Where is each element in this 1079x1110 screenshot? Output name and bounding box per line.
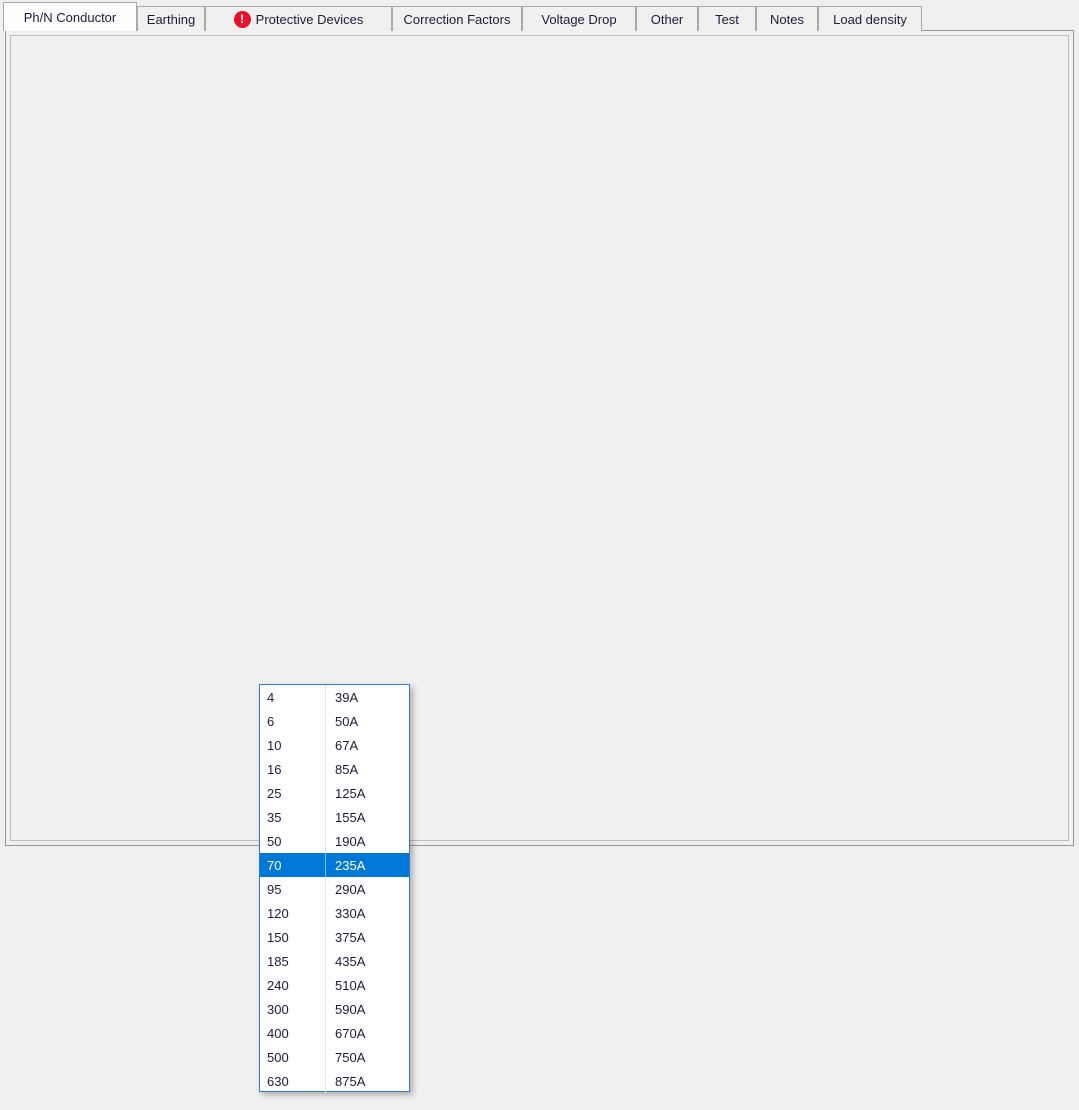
tab-protective-devices[interactable] xyxy=(205,6,392,31)
csa-option: 35 xyxy=(260,805,326,829)
list-item[interactable] xyxy=(260,1045,409,1069)
tab-correction-factors[interactable] xyxy=(392,6,522,31)
csa-option: 6 xyxy=(260,709,326,733)
csa-option: 630 xyxy=(260,1069,326,1093)
tab-phn-conductor[interactable] xyxy=(3,2,137,31)
tab-label: Earthing xyxy=(146,11,196,27)
tab-label: Correction Factors xyxy=(403,11,511,27)
list-item[interactable] xyxy=(260,949,409,973)
list-item-selected[interactable] xyxy=(260,853,409,877)
rating-option: 590A xyxy=(335,1001,366,1017)
csa-option: 300 xyxy=(260,997,326,1021)
rating-option: 330A xyxy=(335,905,366,921)
rating-option: 50A xyxy=(335,713,359,729)
csa-option: 10 xyxy=(260,733,326,757)
list-item[interactable] xyxy=(260,757,409,781)
csa-option: 150 xyxy=(260,925,326,949)
list-item[interactable] xyxy=(260,733,409,757)
list-item[interactable] xyxy=(260,709,409,733)
csa-option: 185 xyxy=(260,949,326,973)
list-item[interactable] xyxy=(260,805,409,829)
csa-option: 240 xyxy=(260,973,326,997)
tab-test[interactable] xyxy=(698,6,756,31)
list-item[interactable] xyxy=(260,1069,409,1093)
rating-option: 85A xyxy=(335,761,359,777)
alert-icon: ! xyxy=(234,11,251,28)
tab-label: Test xyxy=(715,11,739,27)
tab-label: Ph/N Conductor xyxy=(23,9,117,25)
list-item[interactable] xyxy=(260,901,409,925)
rating-option: 510A xyxy=(335,977,366,993)
rating-option: 235A xyxy=(335,857,366,873)
rating-option: 670A xyxy=(335,1025,366,1041)
csa-option: 120 xyxy=(260,901,326,925)
list-item[interactable] xyxy=(260,877,409,901)
tab-label: Notes xyxy=(770,11,804,27)
tab-other[interactable] xyxy=(636,6,698,31)
csa-option: 70 xyxy=(260,853,326,877)
csa-option: 500 xyxy=(260,1045,326,1069)
list-item[interactable] xyxy=(260,685,409,709)
csa-option: 16 xyxy=(260,757,326,781)
tab-voltage-drop[interactable] xyxy=(522,6,636,31)
csa-option: 400 xyxy=(260,1021,326,1045)
rating-option: 39A xyxy=(335,689,359,705)
tab-label: Protective Devices xyxy=(255,11,364,27)
rating-option: 290A xyxy=(335,881,366,897)
csa-option: 95 xyxy=(260,877,326,901)
rating-option: 67A xyxy=(335,737,359,753)
tab-notes[interactable] xyxy=(756,6,818,31)
list-item[interactable] xyxy=(260,997,409,1021)
list-item[interactable] xyxy=(260,973,409,997)
tab-page-inner-border xyxy=(10,35,1069,841)
rating-option: 125A xyxy=(335,785,366,801)
csa-option: 25 xyxy=(260,781,326,805)
rating-option: 750A xyxy=(335,1049,366,1065)
rating-option: 190A xyxy=(335,833,366,849)
csa-rating-dropdown-list xyxy=(259,684,410,1092)
list-item[interactable] xyxy=(260,829,409,853)
rating-option: 875A xyxy=(335,1073,366,1089)
list-item[interactable] xyxy=(260,781,409,805)
csa-option: 4 xyxy=(260,685,326,709)
rating-option: 435A xyxy=(335,953,366,969)
tab-label: Voltage Drop xyxy=(541,11,617,27)
list-item[interactable] xyxy=(260,1021,409,1045)
tab-label: Other xyxy=(650,11,684,27)
tab-load-density[interactable] xyxy=(818,6,922,31)
list-item[interactable] xyxy=(260,925,409,949)
rating-option: 375A xyxy=(335,929,366,945)
tab-label: Load density xyxy=(833,11,907,27)
tab-earthing[interactable] xyxy=(137,6,205,31)
csa-option: 50 xyxy=(260,829,326,853)
rating-option: 155A xyxy=(335,809,366,825)
